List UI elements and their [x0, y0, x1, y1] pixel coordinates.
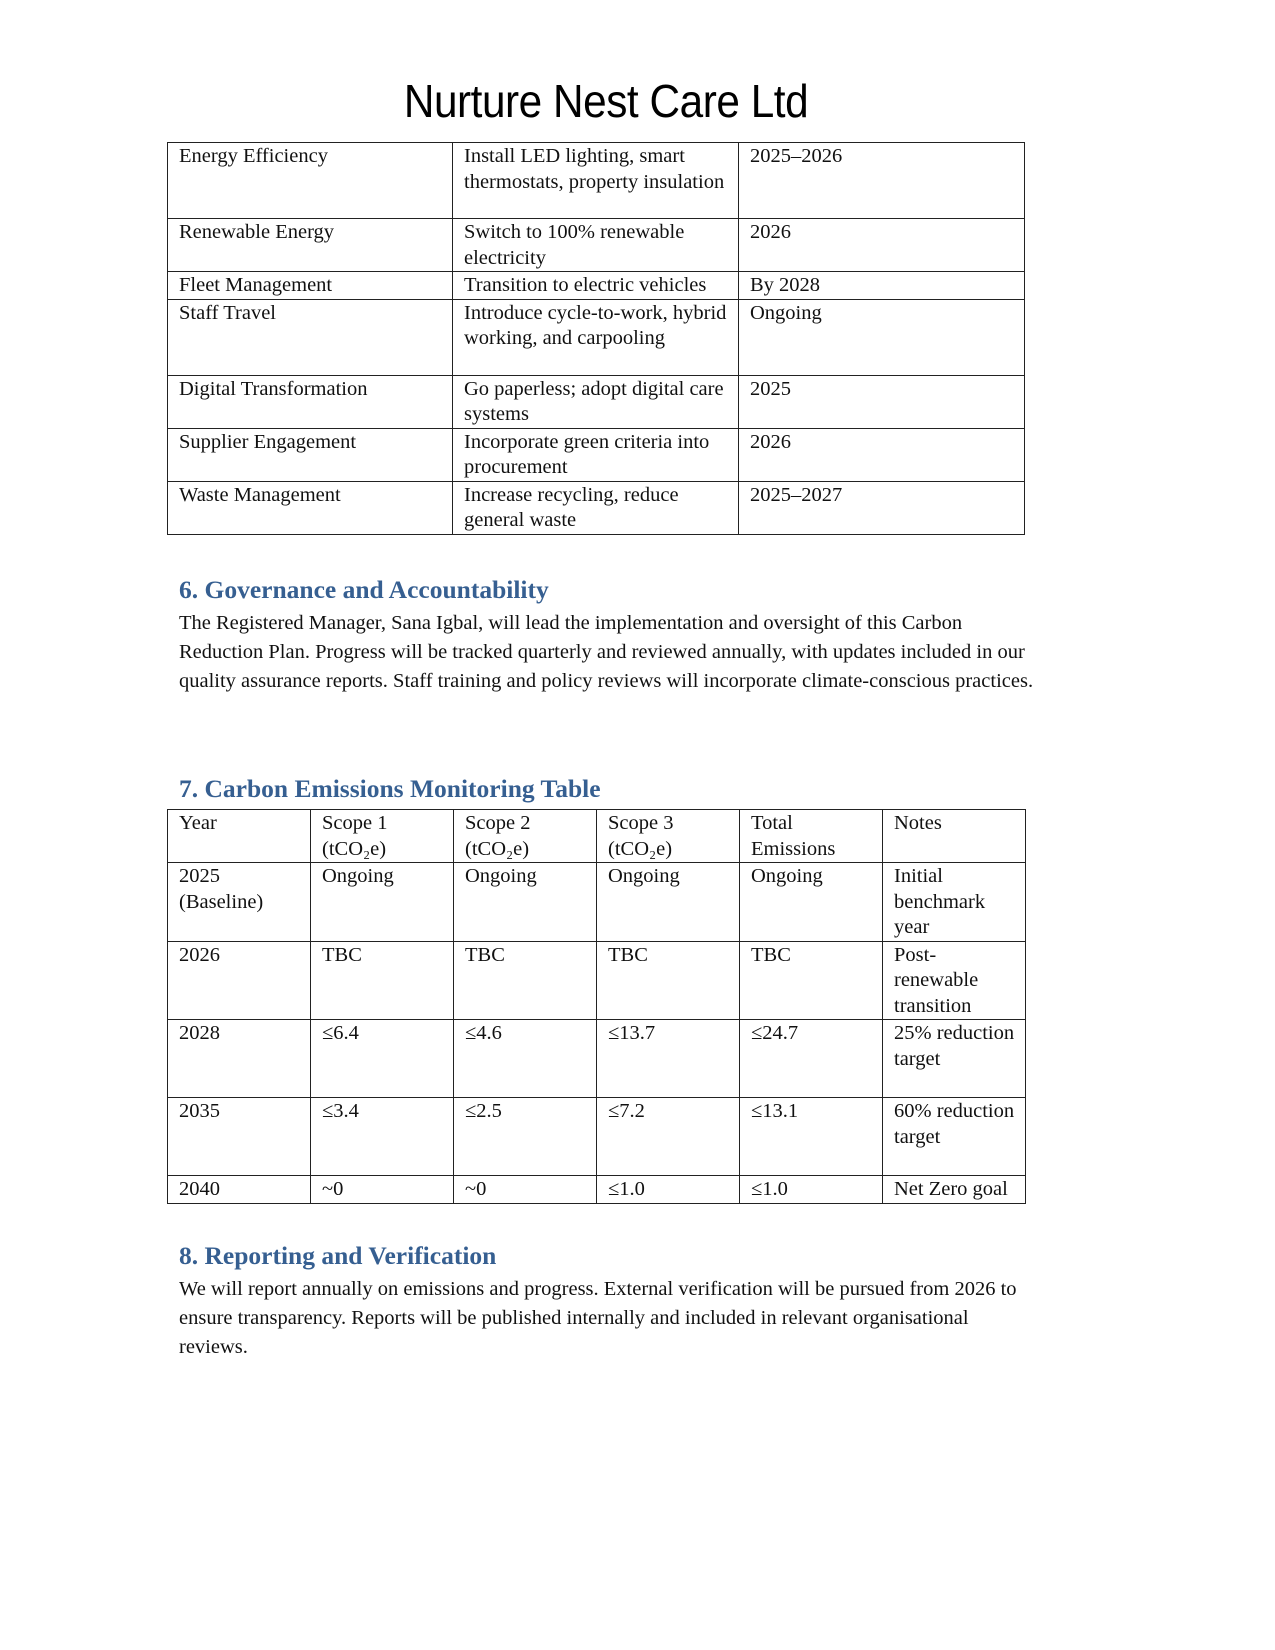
scope2-cell: ~0 [454, 1176, 597, 1204]
table-row [168, 863, 1026, 942]
scope3-cell: ≤7.2 [597, 1098, 740, 1176]
total-cell: ≤24.7 [740, 1020, 883, 1098]
action-cell: Introduce cycle-to-work, hybrid working, and carpooling [453, 299, 739, 375]
action-cell: Install LED lighting, smart thermostats, property insulation [453, 143, 739, 219]
table-row [168, 941, 1026, 1020]
table-row [168, 1098, 1026, 1176]
table-row [168, 1176, 1026, 1204]
action-cell: Go paperless; adopt digital care systems [453, 375, 739, 428]
section-heading-monitoring: 7. Carbon Emissions Monitoring Table [179, 774, 601, 803]
timeline-cell: 2025–2027 [739, 481, 1025, 534]
action-cell: Switch to 100% renewable electricity [453, 219, 739, 272]
notes-cell: Post-renewable transition [883, 941, 1026, 1020]
notes-cell: Initial benchmark year [883, 863, 1026, 942]
header-year: Year [168, 810, 311, 863]
table-header-row [168, 810, 1026, 863]
notes-cell: 25% reduction target [883, 1020, 1026, 1098]
timeline-cell: Ongoing [739, 299, 1025, 375]
year-cell: 2025 (Baseline) [168, 863, 311, 942]
notes-cell: Net Zero goal [883, 1176, 1026, 1204]
year-cell: 2026 [168, 941, 311, 1020]
action-cell: Increase recycling, reduce general waste [453, 481, 739, 534]
table-row [168, 143, 1025, 219]
area-cell: Staff Travel [168, 299, 453, 375]
scope3-cell: TBC [597, 941, 740, 1020]
actions-table [167, 142, 1025, 535]
header-scope2: Scope 2 (tCO₂e) [454, 810, 597, 863]
timeline-cell: 2025 [739, 375, 1025, 428]
timeline-cell: 2025–2026 [739, 143, 1025, 219]
area-cell: Fleet Management [168, 272, 453, 300]
scope1-cell: Ongoing [311, 863, 454, 942]
table-row [168, 1020, 1026, 1098]
scope3-cell: Ongoing [597, 863, 740, 942]
table-row [168, 375, 1025, 428]
area-cell: Waste Management [168, 481, 453, 534]
area-cell: Renewable Energy [168, 219, 453, 272]
timeline-cell: By 2028 [739, 272, 1025, 300]
table-row [168, 481, 1025, 534]
total-cell: ≤13.1 [740, 1098, 883, 1176]
document-title: Nurture Nest Care Ltd [403, 75, 809, 127]
header-scope3: Scope 3 (tCO₂e) [597, 810, 740, 863]
reporting-paragraph: We will report annually on emissions and progress. External verification will be pursued from 2026 to ensure transparency. Reports will be published internally and included in relevant organisational reviews. [179, 1278, 1017, 1358]
section-heading-reporting: 8. Reporting and Verification [179, 1241, 497, 1270]
governance-paragraph: The Registered Manager, Sana Igbal, will lead the implementation and oversight of this Carbon Reduction Plan. Progress will be tracked quarterly and reviewed annually, with updates included in our quality assurance reports. Staff training and policy reviews will incorporate climate-conscious practices. [179, 612, 1034, 692]
emissions-monitoring-table [167, 809, 1026, 1204]
table-row [168, 219, 1025, 272]
notes-cell: 60% reduction target [883, 1098, 1026, 1176]
scope3-cell: ≤1.0 [597, 1176, 740, 1204]
total-cell: ≤1.0 [740, 1176, 883, 1204]
area-cell: Supplier Engagement [168, 428, 453, 481]
scope1-cell: ≤6.4 [311, 1020, 454, 1098]
total-cell: TBC [740, 941, 883, 1020]
action-cell: Transition to electric vehicles [453, 272, 739, 300]
header-total: Total Emissions [740, 810, 883, 863]
total-cell: Ongoing [740, 863, 883, 942]
header-scope1: Scope 1 (tCO₂e) [311, 810, 454, 863]
table-row [168, 428, 1025, 481]
scope1-cell: TBC [311, 941, 454, 1020]
scope2-cell: ≤4.6 [454, 1020, 597, 1098]
scope2-cell: ≤2.5 [454, 1098, 597, 1176]
timeline-cell: 2026 [739, 219, 1025, 272]
area-cell: Energy Efficiency [168, 143, 453, 219]
scope3-cell: ≤13.7 [597, 1020, 740, 1098]
scope2-cell: Ongoing [454, 863, 597, 942]
scope1-cell: ~0 [311, 1176, 454, 1204]
year-cell: 2028 [168, 1020, 311, 1098]
year-cell: 2035 [168, 1098, 311, 1176]
section-heading-governance: 6. Governance and Accountability [179, 575, 549, 604]
timeline-cell: 2026 [739, 428, 1025, 481]
action-cell: Incorporate green criteria into procurement [453, 428, 739, 481]
header-notes: Notes [883, 810, 1026, 863]
scope2-cell: TBC [454, 941, 597, 1020]
year-cell: 2040 [168, 1176, 311, 1204]
table-row [168, 272, 1025, 300]
area-cell: Digital Transformation [168, 375, 453, 428]
scope1-cell: ≤3.4 [311, 1098, 454, 1176]
table-row [168, 299, 1025, 375]
